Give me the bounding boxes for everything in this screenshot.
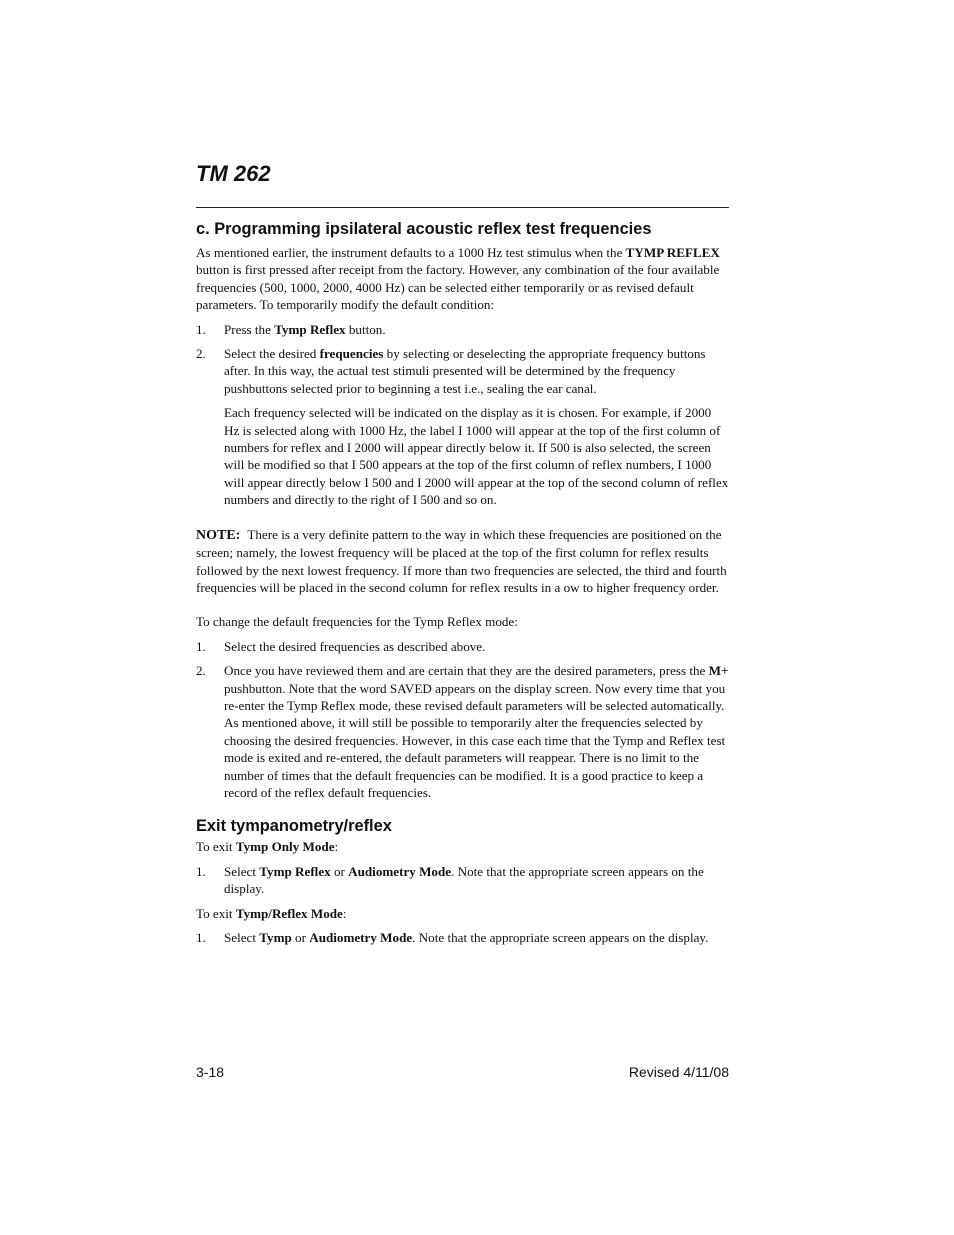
header-rule — [196, 207, 729, 208]
temp-step-1 — [196, 321, 729, 338]
text-run: As mentioned earlier, the instrument defaults to a 1000 Hz test stimulus when the — [196, 245, 626, 260]
step-text — [224, 662, 729, 801]
main-content — [196, 219, 729, 953]
text-run: or — [291, 930, 310, 945]
text-run: button is first pressed after receipt from the factory. However, any combination of the four available frequencies (500, 1000, 2000, 4000 Hz) can be selected either temporarily or as revised default parameters. To temporarily modify the default condition: — [196, 262, 720, 313]
document-title: TM 262 — [196, 161, 271, 186]
bold-term: TYMP REFLEX — [625, 245, 720, 260]
section-intro — [196, 244, 729, 314]
bold-term: Tymp Reflex — [274, 321, 346, 337]
step-number: 2. — [196, 346, 206, 362]
step-text — [224, 638, 729, 655]
exit-tymp-only-steps — [196, 863, 729, 898]
page-number: 3-18 — [196, 1064, 225, 1080]
text-run: To exit — [196, 839, 236, 855]
bold-term: Tymp Only Mode — [235, 839, 335, 855]
text-run: Once you have reviewed them and are certain that they are the desired parameters, press the — [224, 663, 709, 679]
section-heading-exit: Exit tympanometry/reflex — [196, 817, 392, 836]
section-heading-programming: c. Programming ipsilateral acoustic reflex test frequencies — [196, 220, 652, 238]
defaults-intro: To change the default frequencies for the Tymp Reflex mode: — [196, 614, 518, 630]
step-text — [224, 863, 729, 898]
text-run: Select the desired frequencies as described above. — [224, 638, 486, 654]
note-label: NOTE: — [196, 527, 241, 543]
step-number: 1. — [196, 638, 206, 654]
exit-tymp-reflex-intro — [196, 905, 729, 922]
bold-term: Tymp/Reflex Mode — [235, 905, 343, 921]
bold-term: Audiometry Mode — [309, 930, 413, 945]
revision-date: Revised 4/11/08 — [628, 1064, 729, 1080]
step-number: 1. — [196, 321, 206, 337]
step-number: 2. — [196, 663, 206, 679]
bold-term: M+ — [708, 663, 729, 679]
temporary-steps-list — [196, 321, 729, 398]
default-step-1 — [196, 638, 729, 655]
note-block — [196, 526, 729, 597]
step-2-detail: Each frequency selected will be indicated on the display as it is chosen. For example, if 2000 Hz is selected along with 1000 Hz, the label I 1000 will appear at the top of the first column of numbers for reflex and I 2000 will appear directly below it. If 500 is also selected, the screen will be modified so that I 500 appears at the top of the first column of reflex numbers, I 1000 will appear directly below I 500 and I 2000 will appear at the top of the second column of reflex numbers and directly to the right of I 500 and so on. — [224, 405, 729, 508]
text-run: . Note that the appropriate screen appears on the display. — [412, 930, 709, 945]
step-text — [224, 321, 729, 338]
exit-tymp-reflex-step-1 — [196, 929, 729, 946]
step-text — [224, 345, 729, 397]
exit-tymp-reflex-steps — [196, 929, 729, 946]
text-run: or — [330, 863, 349, 879]
text-run: Select the desired — [224, 346, 320, 362]
text-run: button. — [345, 321, 386, 337]
text-run: Select — [224, 930, 260, 945]
page-footer — [196, 1064, 729, 1080]
text-run: Press the — [224, 321, 275, 337]
text-run: To exit — [196, 905, 236, 921]
text-run: by selecting or deselecting the appropriate frequency buttons after. In this way, the actual test stimuli presented will be determined by the frequency pushbuttons selected prior to beginning a test i.e., sealing the ear canal. — [224, 346, 706, 396]
step-number: 1. — [196, 930, 206, 945]
text-run: pushbutton. Note that the word SAVED appears on the display screen. Now every time that you re-enter the Tymp Reflex mode, these revised default parameters will be selected automatically. As mentioned above, it will still be possible to temporarily alter the frequencies selected by choosing the desired frequencies. However, in this case each time that the Tymp and Reflex test mode is exited and re-entered, the default parameters will reappear. There is no limit to the number of times that the default frequencies can be modified. It is a good practice to keep a record of the reflex default frequencies. — [224, 680, 726, 800]
note-text: There is a very definite pattern to the way in which these frequencies are positioned on the screen; namely, the lowest frequency will be placed at the top of the first column for reflex results followed by the next lowest frequency. If more than two frequencies are selected, the third and fourth frequencies will be placed in the second column for reflex results in a ow to higher frequency order. — [196, 526, 727, 595]
bold-term: Tymp — [259, 930, 292, 945]
text-run: : — [334, 839, 339, 855]
defaults-steps-list — [196, 638, 729, 802]
bold-term: Audiometry Mode — [348, 863, 452, 879]
text-run: : — [342, 905, 347, 921]
temp-step-2 — [196, 345, 729, 397]
step-text — [224, 929, 729, 946]
bold-term: Tymp Reflex — [259, 863, 331, 879]
exit-tymp-only-step-1 — [196, 863, 729, 898]
text-run: . Note that the appropriate screen appears on the display. — [224, 863, 704, 897]
step-number: 1. — [196, 863, 206, 879]
text-run: Select — [224, 863, 260, 879]
default-step-2 — [196, 662, 729, 801]
exit-tymp-only-intro — [196, 838, 729, 855]
bold-term: frequencies — [319, 346, 384, 362]
